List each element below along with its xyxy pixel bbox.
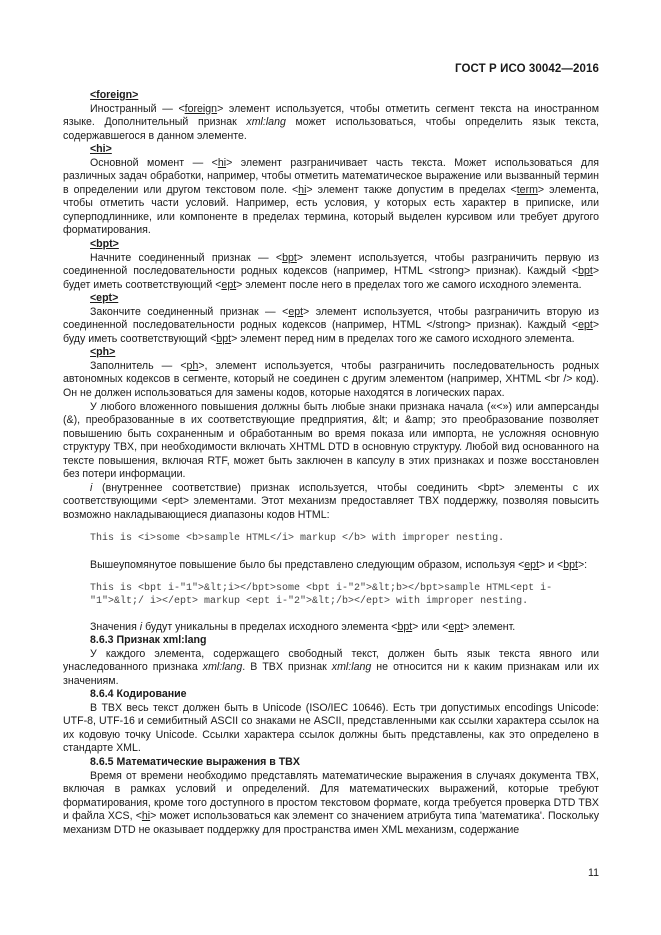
section-ph-heading: <ph> <box>90 346 116 359</box>
paragraph-values-unique: Значения i будут уникальны в пределах исходного элемента <bpt> или <ept> элемент. <box>90 620 516 633</box>
section-8-6-3-heading: 8.6.3 Признак xml:lang <box>90 634 207 647</box>
paragraph-ph: Заполнитель — <ph>, элемент используется, чтобы разграничить последовательность родных автономных кодексов в сегменте, который не соединен с другим элементом (например, XHTML <br /> код). Он не должен использоваться для замены кодов, которые находятся в логических парах. <box>63 359 599 400</box>
paragraph-hi: Основной момент — <hi> элемент разграничивает часть текста. Может использоваться для различных задач обработки, например, чтобы отметить математическое выражение или вызванный термин в определении или другом текстовом поле. <hi> элемент также допустим в пределах <term> элемента, чтобы отметить части условий. Например, есть условия, у которых есть характер в приписке, или суперподлиннике, или компоненте в пределах термина, который выделен курсивом или требует другого форматирования. <box>63 156 599 237</box>
paragraph-nested-markup: У любого вложенного повышения должны быть любые знаки признака начала («<») или амперсанды (&), преобразованные в их соответствующие предприятия, &lt; и &amp; это преобразование позволяет повышению быть сохраненным и обработанным во время показа или импорта, не усложняя основную структуру TBX, при необходимости включать XHTML DTD в основную структуру. Любой вид основанного на тексте повышения, включая RTF, может быть заключен в капсулу в этих признаках и позже восстановлен без потери информации. <box>63 400 599 481</box>
page-number: 11 <box>588 867 599 879</box>
paragraph-encoding: В TBX весь текст должен быть в Unicode (ISO/IEC 10646). Есть три допустимых encodings Unicode: UTF-8, UTF-16 и семибитный ASCII со знаками не ASCII, представленными как ссылки характера ссылок на их кодовую точку Unicode. Ссылки характера ссылок должны быть представлены, как это определено в стандарте XML. <box>63 701 599 755</box>
page-body <box>63 89 599 837</box>
paragraph-bpt: Начните соединенный признак — <bpt> элемент используется, чтобы разграничить первую из соединенной последовательности родных кодексов (например, HTML <strong> признак). Каждый <bpt> будет иметь соответствующий <ept> элемент после него в пределах того же самого исходного элемента. <box>63 251 599 291</box>
section-foreign-heading: <foreign> <box>90 89 139 101</box>
document-id-header: ГОСТ Р ИСО 30042—2016 <box>454 63 599 75</box>
section-hi-heading: <hi> <box>90 143 112 156</box>
paragraph-i-attribute: i (внутреннее соответствие) признак используется, чтобы соединить <bpt> элементы с их соответствующими <ept> элементами. Этот механизм предоставляет TBX поддержку, позволяя повысить возможно накладывающиеся диапазоны кодов HTML: <box>63 481 599 521</box>
code-example-html: This is <i>some <b>sample HTML</i> markup </b> with improper nesting. <box>90 532 505 544</box>
section-bpt-heading: <bpt> <box>90 238 119 251</box>
section-8-6-4-heading: 8.6.4 Кодирование <box>90 688 187 701</box>
paragraph-ept: Закончите соединенный признак — <ept> элемент используется, чтобы разграничить вторую из соединенной последовательности родных кодексов (например, HTML </strong> признак). Каждый <ept> буду иметь соответствующий <bpt> элемент перед ним в пределах того же самого исходного элемента. <box>63 305 599 345</box>
section-ept-heading: <ept> <box>90 292 119 305</box>
paragraph-math-expressions: Время от времени необходимо представлять математические выражения в случаях документа TBX, включая в рамках условий и определений. Для математических выражений, которые требуют форматирования, кроме того доступного в простом текстовом формате, когда требуется проверка DTD TBX и файла XCS, <hi> может использоваться как элемент со значением атрибута типа 'математика'. Поскольку механизм DTD не оказывает поддержку для пространства имен XML механизм, содержание <box>63 769 599 836</box>
section-8-6-5-heading: 8.6.5 Математические выражения в TBX <box>90 756 300 769</box>
paragraph-xml-lang: У каждого элемента, содержащего свободный текст, должен быть язык текста явного или унаследованного признака xml:lang. В TBX признак xml:lang не относится ни к каким признакам или их значениям. <box>63 647 599 687</box>
paragraph-representation: Вышеупомянутое повышение было бы представлено следующим образом, используя <ept> и <bpt>: <box>90 559 588 571</box>
paragraph-foreign: Иностранный — <foreign> элемент используется, чтобы отметить сегмент текста на иностранном языке. Дополнительный признак xml:lang может использоваться, чтобы определить язык текста, содержавшегося в данном элементе. <box>63 102 600 142</box>
code-example-tbx: This is <bpt i-"1">&lt;i></bpt>some <bpt i-"2">&lt;b></bpt>sample HTML<ept i-"1">&lt;/ i></ept> markup <ept i-"2">&lt;/b></ept> with improper nesting. <box>90 582 553 608</box>
